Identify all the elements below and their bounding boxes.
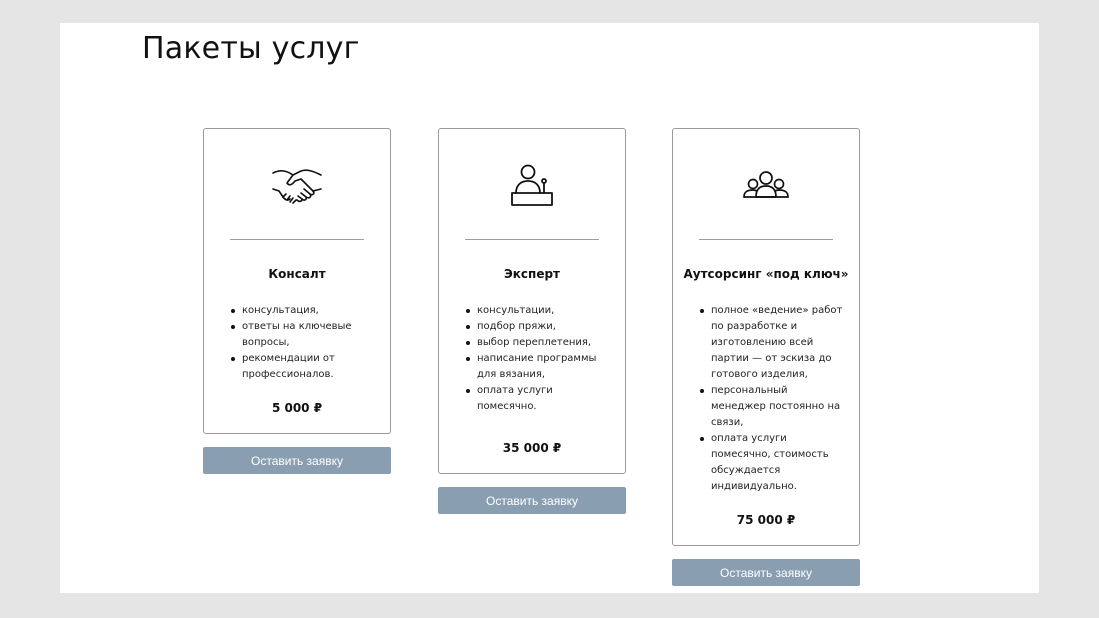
apply-button-consult[interactable]: Оставить заявку — [203, 447, 391, 474]
feature-item: написание программы для вязания, — [477, 351, 611, 383]
handshake-icon — [271, 163, 323, 209]
services-page — [60, 23, 1039, 593]
speaker-podium-icon — [506, 163, 558, 209]
apply-button-outsourcing[interactable]: Оставить заявку — [672, 559, 860, 586]
feature-list — [439, 303, 625, 415]
feature-item: персональный менеджер постоянно на связи, — [711, 383, 845, 431]
feature-item: подбор пряжи, — [477, 319, 611, 335]
feature-item: оплата услуги помесячно, стоимость обсуждается индивидуально. — [711, 431, 845, 495]
package-price: 75 000 ₽ — [736, 513, 796, 527]
feature-item: консультации, — [477, 303, 611, 319]
feature-item: полное «ведение» работ по разработке и изготовлению всей партии — от эскиза до готового изделия, — [711, 303, 845, 383]
feature-item: оплата услуги помесячно. — [477, 383, 611, 415]
package-price: 35 000 ₽ — [502, 441, 562, 455]
team-icon — [740, 163, 792, 209]
package-card — [672, 128, 860, 546]
feature-list — [204, 303, 390, 383]
feature-list — [673, 303, 859, 495]
card-divider — [699, 239, 833, 240]
feature-item: ответы на ключевые вопросы, — [242, 319, 376, 351]
page-title: Пакеты услуг — [142, 31, 360, 66]
feature-item: выбор переплетения, — [477, 335, 611, 351]
feature-item: консультация, — [242, 303, 376, 319]
package-title: Аутсорсинг «под ключ» — [683, 267, 849, 281]
package-expert — [438, 128, 626, 514]
package-title: Эксперт — [503, 267, 561, 281]
package-card — [203, 128, 391, 434]
package-outsourcing — [672, 128, 860, 586]
package-price: 5 000 ₽ — [271, 401, 323, 415]
apply-button-expert[interactable]: Оставить заявку — [438, 487, 626, 514]
feature-item: рекомендации от профессионалов. — [242, 351, 376, 383]
package-title: Консалт — [268, 267, 326, 281]
card-divider — [465, 239, 599, 240]
package-consult — [203, 128, 391, 474]
package-card — [438, 128, 626, 474]
card-divider — [230, 239, 364, 240]
